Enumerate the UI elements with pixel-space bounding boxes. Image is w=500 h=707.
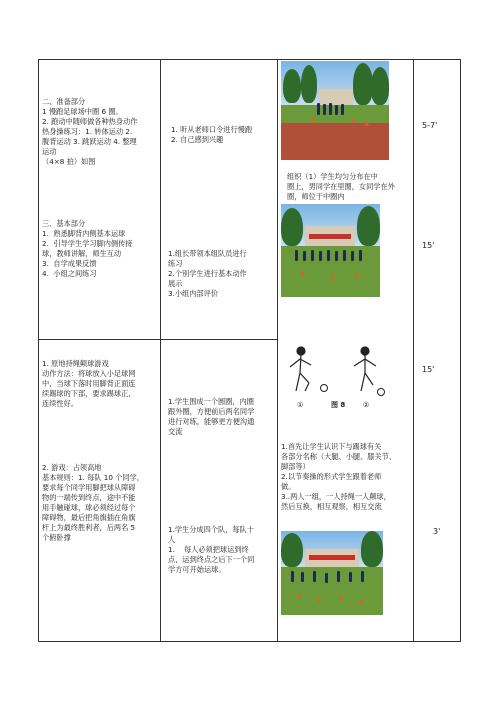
- table-border-top: [38, 59, 461, 60]
- game2-student-activity: 1.学生分成四个队，每队十 人 1. 每人必须把球运到终 点，运到终点之后下一个同 学方可开始运球。: [168, 525, 255, 574]
- prep-organization: 组织（1）学生均匀分布在中 圈上，男同学在里圈，女同学在外 圈，师位于中圈内: [287, 172, 395, 201]
- game2-time: 3': [433, 527, 441, 536]
- prep-student-activity: 1. 听从老师口令进行慢跑 2. 自己感到兴趣: [171, 125, 253, 144]
- figure-caption: 图 8: [331, 401, 346, 409]
- basic-student-activity: 1.组长带领本组队员进行 练习 2.个别学生进行基本动作 展示 3.小组内部评价: [168, 249, 247, 298]
- game1-organization: 1.首先让学生认识下与踢球有关 各部分名称（大腿、小腿、膝关节、 脚部等） 2.以节奏操的形式学生跟着老师 做。 3..两人一组，一人持绳一人颠球， 然后互换，相互观察，相互交流: [281, 442, 397, 511]
- juggling-diagram: [281, 343, 406, 418]
- table-border-right: [460, 59, 461, 642]
- column-divider: [160, 59, 161, 642]
- column-divider: [413, 59, 414, 642]
- figure-right-label: ②: [363, 401, 370, 409]
- prep-time: 5-7': [422, 121, 438, 130]
- game1-content: 1. 原地持绳颠球游戏 动作方法：将球放入小足球网 中，当球下落时用脚背正面连 续踢球的下部，要求踢球正， 连续性好。: [42, 359, 136, 408]
- basic-practice-photo: [281, 204, 380, 297]
- table-border-bottom: [38, 641, 461, 642]
- row-divider: [38, 339, 277, 340]
- figure-left-label: ①: [297, 401, 304, 409]
- basic-content: 三、基本部分 1. 熟悉脚背内侧基本运球 2. 引导学生学习脚内侧传接 球，教师讲解，师生互动 3. 自学成果反馈 4. 小组之间练习: [42, 219, 133, 278]
- game1-student-activity: 1.学生围成一个圆圈，内圈 跟外圈，方便前后两名同学 进行对练，能够更方便沟通 交流: [168, 397, 255, 436]
- game2-content: 2. 游戏：占领高地 基本规则：1. 每队 10 个同学， 要求每个同学用脚把球从障碍 物的一端传到终点，途中不能 用手触碰球，球必须经过每个 障碍物，最后把角旗插在角旗 杆上为最终胜利者，后两名 5 个俯卧撑: [42, 463, 144, 542]
- column-divider: [277, 59, 278, 642]
- basic-time: 15': [422, 241, 435, 250]
- table-border-left: [38, 59, 39, 642]
- prep-content: 二、准备部分 1 慢跑足球场中圈 6 圈。 2. 跑动中随师做各种热身动作 热身操练习：1. 转体运动 2. 腹背运动 3. 跳跃运动 4. 整理 运动 （4×8 拍）如图: [42, 97, 138, 166]
- warmup-photo: [281, 61, 389, 160]
- game-photo: [281, 531, 383, 615]
- game1-time: 15': [422, 365, 435, 374]
- lesson-plan-table: [38, 59, 461, 642]
